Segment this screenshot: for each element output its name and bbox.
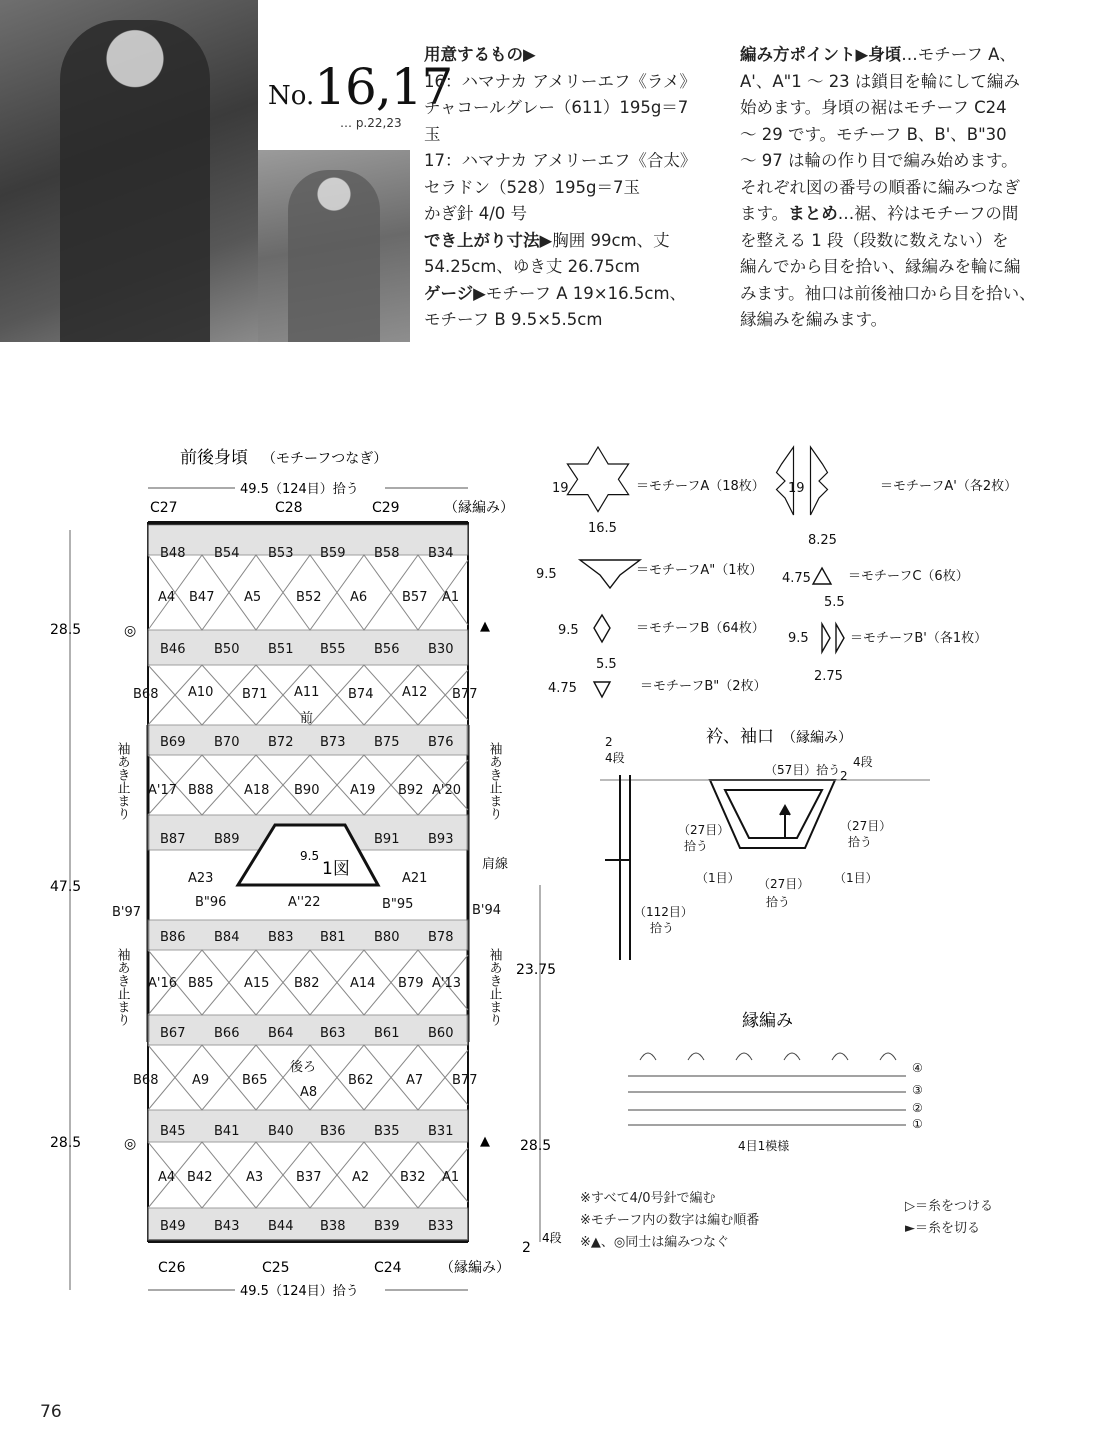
motif-b-icon — [594, 615, 610, 642]
svg-text:B64: B64 — [268, 1026, 294, 1041]
body-diagram-title: 前後身頃 — [180, 448, 248, 468]
svg-text:B65: B65 — [242, 1073, 268, 1088]
svg-text:A6: A6 — [350, 590, 368, 605]
method-line: A'、A"1 ～ 23 は鎖目を輪にして編み — [740, 71, 1020, 91]
motif-a-icon — [567, 447, 628, 512]
method-section — [740, 42, 1060, 334]
triangle-mark: ▲ — [480, 619, 490, 634]
collar-right1: （1目） — [834, 871, 878, 885]
size-title: でき上がり寸法▶ — [424, 230, 553, 250]
motif-label: ＝モチーフB（64枚） — [636, 621, 765, 636]
collar-left1: （1目） — [696, 871, 740, 885]
svg-text:B"95: B"95 — [382, 897, 414, 912]
svg-text:B66: B66 — [214, 1026, 240, 1041]
method-line: ます。 — [740, 204, 789, 223]
c-label: C29 — [372, 500, 400, 516]
svg-text:B38: B38 — [320, 1219, 346, 1234]
body-diagram — [0, 430, 600, 1330]
svg-text:B55: B55 — [320, 642, 346, 657]
collar-title: 衿、袖口 — [706, 727, 774, 747]
collar-rows-4: 4段 — [853, 755, 873, 769]
motif-dim: 2.75 — [814, 669, 843, 684]
c-label: C24 — [374, 1260, 402, 1276]
svg-text:B75: B75 — [374, 735, 400, 750]
gauge-line-2: モチーフ B 9.5×5.5cm — [424, 310, 603, 329]
svg-text:A7: A7 — [406, 1073, 424, 1088]
bottom-width-label: 49.5（124目）拾う — [240, 1284, 359, 1299]
svg-text:A8: A8 — [300, 1085, 318, 1100]
svg-text:B53: B53 — [268, 546, 294, 561]
sleeve-open-label: 袖あき止まり — [486, 742, 502, 820]
svg-text:B69: B69 — [160, 735, 186, 750]
collar-inner — [725, 790, 822, 838]
svg-text:A11: A11 — [294, 685, 320, 700]
svg-text:B83: B83 — [268, 930, 294, 945]
motif-a-prime-icon — [811, 447, 828, 515]
svg-text:B54: B54 — [214, 546, 240, 561]
edging-repeat: 4目1模様 — [738, 1139, 790, 1153]
svg-text:A''22: A''22 — [288, 895, 321, 910]
svg-text:A12: A12 — [402, 685, 428, 700]
svg-text:B60: B60 — [428, 1026, 454, 1041]
svg-text:B86: B86 — [160, 930, 186, 945]
motif-dim: 8.25 — [808, 533, 837, 548]
svg-text:B92: B92 — [398, 783, 424, 798]
cuff-shape — [605, 775, 630, 960]
svg-text:B36: B36 — [320, 1124, 346, 1139]
motif-a-dbl-icon — [580, 560, 640, 588]
svg-text:B74: B74 — [348, 687, 374, 702]
legend-yarn — [905, 1196, 993, 1240]
svg-text:B44: B44 — [268, 1219, 294, 1234]
materials-section — [424, 42, 724, 334]
svg-text:B35: B35 — [374, 1124, 400, 1139]
svg-text:B46: B46 — [160, 642, 186, 657]
dim-left-bot: 28.5 — [50, 1135, 82, 1151]
dim-right-mid: 23.75 — [516, 962, 557, 978]
edging-stitches — [628, 1053, 906, 1125]
top-width-label: 49.5（124目）拾う — [240, 482, 359, 497]
body-diagram-subtitle: （モチーフつなぎ） — [262, 451, 388, 467]
motif-b-dbl-icon — [594, 682, 610, 697]
svg-text:B34: B34 — [428, 546, 454, 561]
dim-left-mid: 47.5 — [50, 879, 82, 895]
dim-bottom-2: 2 — [522, 1240, 531, 1256]
svg-text:B30: B30 — [428, 642, 454, 657]
method-line: ～ 29 です。モチーフ B、B'、B"30 — [740, 124, 1007, 144]
svg-text:B91: B91 — [374, 832, 400, 847]
svg-text:B76: B76 — [428, 735, 454, 750]
svg-text:B41: B41 — [214, 1124, 240, 1139]
motif-label: ＝モチーフB"（2枚） — [640, 679, 767, 694]
svg-text:B31: B31 — [428, 1124, 454, 1139]
svg-text:B81: B81 — [320, 930, 346, 945]
svg-text:B88: B88 — [188, 783, 214, 798]
note-3: ※▲、◎同士は編みつなぐ — [580, 1235, 729, 1250]
motif-dim: 9.5 — [536, 567, 557, 582]
method-title: 編み方ポイント▶身頃 — [740, 45, 902, 64]
size-text: 胸囲 99cm、丈 — [552, 230, 670, 250]
collar-bottom-pick: 拾う — [766, 895, 791, 909]
method-line: 縁編みを編みます。 — [740, 310, 888, 329]
svg-text:A'17: A'17 — [148, 783, 178, 798]
svg-text:B67: B67 — [160, 1026, 186, 1041]
svg-text:A14: A14 — [350, 976, 376, 991]
motif-dim: 9.5 — [558, 623, 579, 638]
svg-text:B56: B56 — [374, 642, 400, 657]
svg-text:B90: B90 — [294, 783, 320, 798]
gauge-title: ゲージ▶ — [424, 283, 486, 303]
motif-c-icon — [813, 568, 831, 584]
svg-text:B37: B37 — [296, 1170, 322, 1185]
svg-text:A4: A4 — [158, 1170, 176, 1185]
svg-text:B70: B70 — [214, 735, 240, 750]
svg-text:A10: A10 — [188, 685, 214, 700]
svg-text:B59: B59 — [320, 546, 346, 561]
materials-line: 17：ハマナカ アメリーエフ《合太》 — [424, 151, 697, 170]
motif-label: ＝モチーフC（6枚） — [848, 569, 969, 584]
svg-text:B40: B40 — [268, 1124, 294, 1139]
rows-label: 4段 — [542, 1231, 562, 1245]
svg-text:B57: B57 — [402, 590, 428, 605]
method-line: …裾、衿はモチーフの間 — [837, 204, 1019, 223]
collar-left-pick: 拾う — [684, 839, 709, 853]
svg-text:B'94: B'94 — [472, 903, 502, 918]
edging-row-3: ③ — [912, 1083, 923, 1097]
method-line: それぞれ図の番号の順番に編みつなぎ — [740, 177, 1021, 197]
edging-chart — [600, 1000, 980, 1180]
circle-mark: ◎ — [124, 623, 137, 639]
svg-text:B33: B33 — [428, 1219, 454, 1234]
collar-rows-2: 2 — [840, 769, 848, 783]
svg-text:B68: B68 — [133, 1073, 159, 1088]
cuff-pick: 拾う — [650, 921, 675, 935]
svg-text:B48: B48 — [160, 546, 186, 561]
method-line: みます。袖口は前後袖口から目を拾い、 — [740, 283, 1036, 303]
svg-text:A19: A19 — [350, 783, 376, 798]
sleeve-open-label: 袖あき止まり — [486, 948, 502, 1026]
front-label: 前 — [300, 711, 314, 726]
svg-text:B45: B45 — [160, 1124, 186, 1139]
svg-text:B82: B82 — [294, 976, 320, 991]
svg-text:B50: B50 — [214, 642, 240, 657]
svg-text:A23: A23 — [188, 871, 214, 886]
model-figure-sub — [288, 170, 380, 342]
collar-diagram — [600, 720, 940, 980]
fig-dim: 9.5 — [300, 849, 320, 863]
method-line: ～ 97 は輪の作り目で編み始めます。 — [740, 151, 1018, 170]
shoulder-line-label: 肩線 — [482, 857, 509, 872]
method-line: …モチーフ A、 — [901, 45, 1016, 64]
sleeve-open-label: 袖あき止まり — [114, 742, 130, 820]
svg-text:B93: B93 — [428, 832, 454, 847]
fig-label: 1図 — [322, 859, 350, 879]
svg-text:A3: A3 — [246, 1170, 264, 1185]
svg-text:B62: B62 — [348, 1073, 374, 1088]
c-label: C28 — [275, 500, 303, 516]
svg-text:B68: B68 — [133, 687, 159, 702]
svg-text:B89: B89 — [214, 832, 240, 847]
back-label: 後ろ — [290, 1060, 317, 1075]
dim-right-bot: 28.5 — [520, 1138, 552, 1154]
svg-text:B39: B39 — [374, 1219, 400, 1234]
sleeve-open-label: 袖あき止まり — [114, 948, 130, 1026]
collar-right27: （27目） — [840, 819, 892, 833]
model-photo-main — [0, 0, 258, 342]
gauge-text: モチーフ A 19×16.5cm、 — [485, 283, 687, 303]
note-2: ※モチーフ内の数字は編む順番 — [580, 1213, 760, 1228]
svg-text:B42: B42 — [187, 1170, 213, 1185]
edging-row-1: ① — [912, 1117, 923, 1131]
materials-title: 用意するもの▶ — [424, 45, 536, 64]
motif-dim: 4.75 — [548, 681, 577, 696]
motif-label: ＝モチーフA'（各2枚） — [880, 479, 1018, 494]
svg-text:A'13: A'13 — [432, 976, 462, 991]
svg-text:B71: B71 — [242, 687, 268, 702]
cuff-rows-4: 4段 — [605, 751, 625, 765]
notes — [580, 1188, 759, 1254]
svg-text:B61: B61 — [374, 1026, 400, 1041]
note-1: ※すべて4/0号針で編む — [580, 1191, 716, 1206]
edging-title: 縁編み — [742, 1011, 793, 1031]
svg-text:B'97: B'97 — [112, 905, 142, 920]
c-label: C26 — [158, 1260, 186, 1276]
motif-b-prime-icon — [822, 624, 830, 652]
method-line: 始めます。身頃の裾はモチーフ C24 — [740, 98, 1007, 117]
svg-text:B84: B84 — [214, 930, 240, 945]
svg-text:A21: A21 — [402, 871, 428, 886]
edging-row-4: ④ — [912, 1061, 923, 1075]
svg-text:B63: B63 — [320, 1026, 346, 1041]
svg-text:A2: A2 — [352, 1170, 370, 1185]
cuff-count: （112目） — [634, 905, 693, 919]
motif-label: ＝モチーフA"（1枚） — [636, 563, 763, 578]
method-line: を整える 1 段（段数に数えない）を — [740, 230, 1009, 250]
pattern-number-prefix: No. — [268, 81, 315, 111]
svg-text:B43: B43 — [214, 1219, 240, 1234]
motif-label: ＝モチーフA（18枚） — [636, 479, 765, 494]
svg-text:B"96: B"96 — [195, 895, 227, 910]
circle-mark: ◎ — [124, 1136, 137, 1152]
svg-text:B87: B87 — [160, 832, 186, 847]
edge-note: （縁編み） — [440, 1260, 510, 1276]
collar-top: （57目）拾う — [765, 763, 841, 777]
svg-text:B77: B77 — [452, 687, 478, 702]
motif-dim: 5.5 — [596, 657, 617, 672]
motif-dim: 16.5 — [588, 521, 617, 536]
page-number: 76 — [40, 1402, 62, 1422]
svg-text:B58: B58 — [374, 546, 400, 561]
method-line: 編んでから目を拾い、縁編みを輪に編 — [740, 257, 1021, 276]
size-line — [424, 228, 724, 255]
attach-yarn-note: ▷＝糸をつける — [905, 1199, 993, 1214]
svg-text:A5: A5 — [244, 590, 262, 605]
collar-subtitle: （縁編み） — [782, 730, 852, 746]
c-label: C27 — [150, 500, 178, 516]
svg-text:B79: B79 — [398, 976, 424, 991]
model-figure — [60, 20, 210, 342]
motif-b-prime-icon — [836, 624, 844, 652]
svg-text:B85: B85 — [188, 976, 214, 991]
size-line-2: 54.25cm、ゆき丈 26.75cm — [424, 257, 641, 276]
motif-dim: 19 — [552, 481, 569, 496]
svg-text:B73: B73 — [320, 735, 346, 750]
svg-text:A4: A4 — [158, 590, 176, 605]
collar-right-pick: 拾う — [848, 835, 873, 849]
materials-line: 玉 — [424, 124, 441, 144]
collar-bottom27: （27目） — [758, 877, 810, 891]
svg-text:B77: B77 — [452, 1073, 478, 1088]
svg-text:B51: B51 — [268, 642, 294, 657]
svg-text:B49: B49 — [160, 1219, 186, 1234]
motif-dim: 19 — [788, 481, 805, 496]
edging-row-2: ② — [912, 1101, 923, 1115]
c-label: C25 — [262, 1260, 290, 1276]
model-photo-sub — [258, 150, 410, 342]
svg-text:A18: A18 — [244, 783, 270, 798]
svg-text:A'16: A'16 — [148, 976, 178, 991]
cuff-rows-2: 2 — [605, 735, 613, 749]
svg-text:A15: A15 — [244, 976, 270, 991]
materials-line: チャコールグレー（611）195g＝7 — [424, 98, 689, 117]
motif-label: ＝モチーフB'（各1枚） — [850, 631, 988, 646]
svg-text:B72: B72 — [268, 735, 294, 750]
motif-dim: 9.5 — [788, 631, 809, 646]
svg-text:B47: B47 — [189, 590, 215, 605]
triangle-mark: ▲ — [480, 1134, 490, 1149]
collar-left27: （27目） — [678, 823, 730, 837]
motif-dim: 5.5 — [824, 595, 845, 610]
materials-line: セラドン（528）195g＝7玉 — [424, 177, 640, 197]
finishing-title: まとめ — [788, 204, 838, 223]
gauge-line — [424, 281, 724, 308]
materials-line: 16：ハマナカ アメリーエフ《ラメ》 — [424, 71, 696, 91]
svg-text:A9: A9 — [192, 1073, 210, 1088]
dim-left-top: 28.5 — [50, 622, 82, 638]
svg-text:A1: A1 — [442, 1170, 460, 1185]
svg-text:A1: A1 — [442, 590, 460, 605]
page-reference: … p.22,23 — [340, 116, 402, 130]
motif-dim: 4.75 — [782, 571, 811, 586]
materials-line: かぎ針 4/0 号 — [424, 204, 528, 223]
motif-legend — [530, 440, 1060, 700]
pattern-number-value: 16,17 — [314, 58, 453, 116]
svg-text:B78: B78 — [428, 930, 454, 945]
svg-text:A'20: A'20 — [432, 783, 462, 798]
svg-text:B80: B80 — [374, 930, 400, 945]
cut-yarn-note: ►＝糸を切る — [905, 1221, 980, 1236]
svg-text:B32: B32 — [400, 1170, 426, 1185]
svg-text:B52: B52 — [296, 590, 322, 605]
edge-note: （縁編み） — [444, 500, 514, 516]
